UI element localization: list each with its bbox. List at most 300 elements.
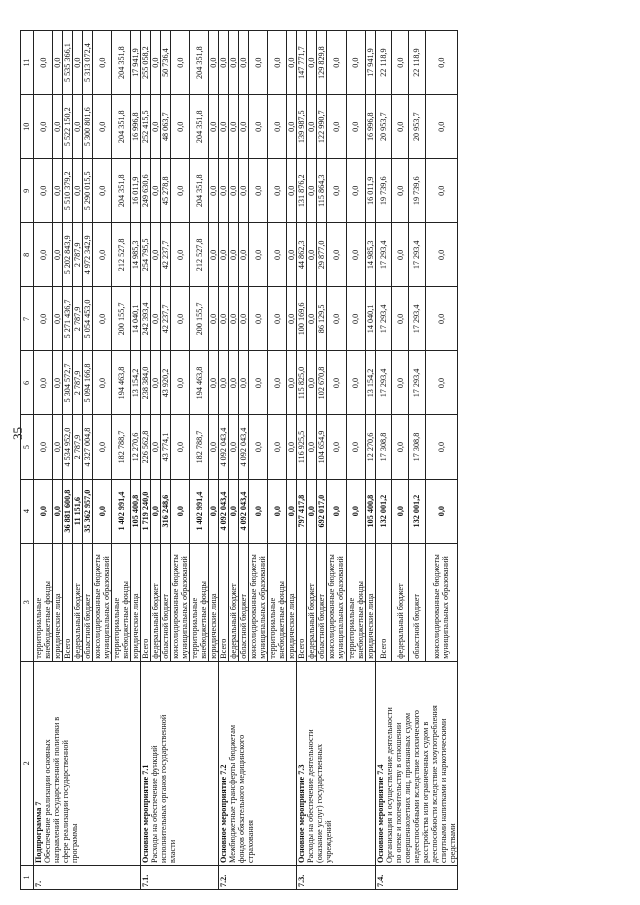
- column-header: 10: [21, 95, 34, 159]
- year-value: 0,0: [53, 223, 63, 287]
- section-name: [297, 661, 375, 865]
- funding-source: консолидированные бюджеты муниципальных образований: [425, 543, 457, 661]
- year-value: 0,0: [219, 31, 229, 95]
- year-value: 204 351,8: [112, 31, 131, 95]
- total-value: 36 881 600,8: [63, 479, 73, 543]
- year-value: 0,0: [34, 287, 53, 351]
- total-value: 0,0: [53, 479, 63, 543]
- year-value: 0,0: [392, 159, 409, 223]
- year-value: 86 129,5: [317, 287, 327, 351]
- funding-source: областной бюджет: [409, 543, 426, 661]
- year-value: 17 308,8: [409, 415, 426, 479]
- table-row: [34, 31, 53, 890]
- year-value: 0,0: [327, 351, 346, 415]
- year-value: 0,0: [73, 95, 83, 159]
- total-value: 0,0: [209, 479, 219, 543]
- page-number: 35: [10, 427, 25, 440]
- total-value: 797 417,8: [297, 479, 307, 543]
- year-value: 254 795,5: [141, 223, 151, 287]
- year-value: 204 351,8: [190, 159, 209, 223]
- header-row: [21, 31, 34, 890]
- section-name-line: учреждений: [324, 820, 334, 863]
- funding-source: юридические лица: [131, 543, 141, 661]
- total-value: 0,0: [229, 479, 239, 543]
- year-value: 0,0: [425, 95, 457, 159]
- year-value: 104 654,9: [317, 415, 327, 479]
- section-name-line: (оказание услуг) государственных: [315, 743, 325, 863]
- year-value: 0,0: [425, 159, 457, 223]
- year-value: 5 202 843,9: [63, 223, 73, 287]
- year-value: 0,0: [346, 415, 365, 479]
- section-name-line: страхования: [246, 820, 256, 863]
- year-value: 0,0: [327, 415, 346, 479]
- column-header: 2: [21, 661, 34, 865]
- funding-source: консолидированные бюджеты муниципальных образований: [93, 543, 112, 661]
- year-value: 0,0: [307, 159, 317, 223]
- funding-source: территориальные внебюджетные фонды: [34, 543, 53, 661]
- year-value: 42 237,7: [161, 287, 171, 351]
- total-value: 105 400,8: [365, 479, 375, 543]
- funding-source: федеральный бюджет: [392, 543, 409, 661]
- year-value: 0,0: [229, 95, 239, 159]
- year-value: 2 787,9: [73, 287, 83, 351]
- column-header: 4: [21, 479, 34, 543]
- year-value: 0,0: [93, 287, 112, 351]
- table-body: [34, 31, 458, 890]
- year-value: 0,0: [34, 351, 53, 415]
- year-value: 29 877,0: [317, 223, 327, 287]
- year-value: 17 293,4: [409, 351, 426, 415]
- funding-source: федеральный бюджет: [73, 543, 83, 661]
- total-value: 132 001,2: [375, 479, 392, 543]
- year-value: 0,0: [307, 287, 317, 351]
- total-value: 0,0: [392, 479, 409, 543]
- section-name-line: Организация и осуществление деятельности: [384, 707, 394, 863]
- year-value: 0,0: [93, 95, 112, 159]
- year-value: 17 941,9: [131, 31, 141, 95]
- year-value: 0,0: [249, 159, 268, 223]
- year-value: 0,0: [151, 31, 161, 95]
- year-value: 0,0: [425, 223, 457, 287]
- funding-source: Всего: [219, 543, 229, 661]
- column-header: 7: [21, 287, 34, 351]
- year-value: 0,0: [239, 287, 249, 351]
- year-value: 0,0: [229, 223, 239, 287]
- section-name-line: сфере реализации государственной: [61, 740, 71, 863]
- year-value: 0,0: [268, 159, 287, 223]
- year-value: 50 736,4: [161, 31, 171, 95]
- year-value: 0,0: [93, 159, 112, 223]
- year-value: 0,0: [171, 95, 190, 159]
- funding-source: территориальные внебюджетные фонды: [190, 543, 209, 661]
- year-value: 0,0: [73, 31, 83, 95]
- section-name-line: программы: [70, 823, 80, 863]
- funding-source: территориальные внебюджетные фонды: [346, 543, 365, 661]
- year-value: 14 040,1: [365, 287, 375, 351]
- year-value: 17 308,8: [375, 415, 392, 479]
- year-value: 182 788,7: [112, 415, 131, 479]
- year-value: 20 953,7: [409, 95, 426, 159]
- year-value: 0,0: [425, 287, 457, 351]
- year-value: 139 987,5: [297, 95, 307, 159]
- total-value: 0,0: [287, 479, 297, 543]
- year-value: 0,0: [346, 351, 365, 415]
- total-value: 0,0: [171, 479, 190, 543]
- section-name-line: Расходы на обеспечение функций: [150, 745, 160, 863]
- year-value: 0,0: [346, 287, 365, 351]
- year-value: 0,0: [219, 351, 229, 415]
- year-value: 0,0: [425, 31, 457, 95]
- year-value: 0,0: [34, 223, 53, 287]
- funding-source: федеральный бюджет: [307, 543, 317, 661]
- rotated-table-container: [20, 30, 620, 890]
- year-value: 131 876,2: [297, 159, 307, 223]
- funding-source: юридические лица: [53, 543, 63, 661]
- section-name: [375, 661, 457, 865]
- total-value: 0,0: [93, 479, 112, 543]
- year-value: 200 155,7: [112, 287, 131, 351]
- funding-source: Всего: [297, 543, 307, 661]
- year-value: 0,0: [327, 159, 346, 223]
- year-value: 0,0: [219, 287, 229, 351]
- funding-source: областной бюджет: [317, 543, 327, 661]
- column-header: 8: [21, 223, 34, 287]
- year-value: 5 313 072,4: [83, 31, 93, 95]
- year-value: 0,0: [209, 95, 219, 159]
- section-id: 7.1.: [141, 865, 219, 889]
- year-value: 0,0: [392, 31, 409, 95]
- year-value: 12 270,6: [131, 415, 141, 479]
- year-value: 0,0: [392, 351, 409, 415]
- section-name-line: спиртными напитками и наркотическими: [438, 718, 448, 863]
- year-value: 0,0: [151, 159, 161, 223]
- total-value: 0,0: [34, 479, 53, 543]
- year-value: 22 118,9: [409, 31, 426, 95]
- budget-table: [20, 30, 458, 890]
- funding-source: консолидированные бюджеты муниципальных образований: [171, 543, 190, 661]
- section-name-line: Межбюджетные трансферты бюджетам: [228, 724, 238, 863]
- year-value: 0,0: [287, 287, 297, 351]
- year-value: 0,0: [268, 31, 287, 95]
- year-value: 0,0: [287, 223, 297, 287]
- year-value: 0,0: [268, 95, 287, 159]
- year-value: 0,0: [171, 287, 190, 351]
- column-header: 5: [21, 415, 34, 479]
- year-value: 14 985,3: [131, 223, 141, 287]
- year-value: 4 972 342,9: [83, 223, 93, 287]
- year-value: 0,0: [287, 31, 297, 95]
- column-header: 9: [21, 159, 34, 223]
- year-value: 0,0: [425, 351, 457, 415]
- year-value: 13 154,2: [365, 351, 375, 415]
- year-value: 0,0: [268, 223, 287, 287]
- year-value: 0,0: [307, 95, 317, 159]
- section-name: [219, 661, 297, 865]
- year-value: 16 011,9: [365, 159, 375, 223]
- year-value: 20 953,7: [375, 95, 392, 159]
- total-value: 4 092 043,4: [239, 479, 249, 543]
- year-value: 194 463,8: [190, 351, 209, 415]
- year-value: 0,0: [53, 415, 63, 479]
- section-name-line: Обеспечение реализации основных: [43, 739, 53, 863]
- year-value: 0,0: [229, 159, 239, 223]
- section-id: 7.: [34, 865, 141, 889]
- year-value: 182 788,7: [190, 415, 209, 479]
- funding-source: консолидированные бюджеты муниципальных образований: [327, 543, 346, 661]
- column-header: 6: [21, 351, 34, 415]
- year-value: 0,0: [249, 223, 268, 287]
- year-value: 0,0: [268, 351, 287, 415]
- year-value: 0,0: [287, 415, 297, 479]
- year-value: 12 270,6: [365, 415, 375, 479]
- total-value: 0,0: [151, 479, 161, 543]
- year-value: 129 829,8: [317, 31, 327, 95]
- section-name-line: исполнительных органов государственной: [159, 714, 169, 863]
- year-value: 2 787,9: [73, 351, 83, 415]
- total-value: 0,0: [327, 479, 346, 543]
- year-value: 204 351,8: [190, 95, 209, 159]
- year-value: 2 787,9: [73, 415, 83, 479]
- year-value: 100 169,6: [297, 287, 307, 351]
- funding-source: Всего: [141, 543, 151, 661]
- year-value: 0,0: [307, 31, 317, 95]
- year-value: 0,0: [93, 223, 112, 287]
- year-value: 0,0: [327, 223, 346, 287]
- year-value: 14 040,1: [131, 287, 141, 351]
- section-name-line: совершеннолетних лиц, признанных судом: [402, 712, 412, 863]
- year-value: 0,0: [151, 351, 161, 415]
- section-name-line: власти: [168, 839, 178, 863]
- year-value: 16 996,8: [365, 95, 375, 159]
- year-value: 115 825,0: [297, 351, 307, 415]
- year-value: 0,0: [229, 415, 239, 479]
- total-value: 35 362 957,0: [83, 479, 93, 543]
- year-value: 0,0: [219, 95, 229, 159]
- year-value: 2 787,9: [73, 223, 83, 287]
- total-value: 0,0: [425, 479, 457, 543]
- year-value: 0,0: [249, 95, 268, 159]
- year-value: 249 630,6: [141, 159, 151, 223]
- funding-source: юридические лица: [209, 543, 219, 661]
- year-value: 0,0: [34, 159, 53, 223]
- total-value: 132 001,2: [409, 479, 426, 543]
- year-value: 0,0: [239, 351, 249, 415]
- year-value: 242 393,4: [141, 287, 151, 351]
- funding-source: юридические лица: [365, 543, 375, 661]
- year-value: 0,0: [239, 159, 249, 223]
- year-value: 44 862,3: [297, 223, 307, 287]
- year-value: 116 925,5: [297, 415, 307, 479]
- year-value: 0,0: [34, 31, 53, 95]
- year-value: 19 739,6: [409, 159, 426, 223]
- year-value: 0,0: [151, 95, 161, 159]
- year-value: 43 774,1: [161, 415, 171, 479]
- year-value: 0,0: [171, 415, 190, 479]
- year-value: 0,0: [287, 351, 297, 415]
- year-value: 43 920,2: [161, 351, 171, 415]
- funding-source: территориальные внебюджетные фонды: [112, 543, 131, 661]
- section-name-line: направлений государственной политики в: [52, 716, 62, 863]
- year-value: 115 864,3: [317, 159, 327, 223]
- year-value: 0,0: [346, 31, 365, 95]
- total-value: 692 017,0: [317, 479, 327, 543]
- section-id: 7.3.: [297, 865, 375, 889]
- funding-source: областной бюджет: [83, 543, 93, 661]
- table-row: [297, 31, 307, 890]
- total-value: 0,0: [346, 479, 365, 543]
- year-value: 0,0: [53, 287, 63, 351]
- column-header: 3: [21, 543, 34, 661]
- year-value: 200 155,7: [190, 287, 209, 351]
- section-name-line: дееспособности вследствие злоупотребления: [429, 705, 439, 863]
- section-name: [141, 661, 219, 865]
- year-value: 0,0: [209, 351, 219, 415]
- year-value: 194 463,8: [112, 351, 131, 415]
- year-value: 212 527,8: [190, 223, 209, 287]
- year-value: 0,0: [171, 31, 190, 95]
- year-value: 0,0: [151, 287, 161, 351]
- year-value: 0,0: [327, 287, 346, 351]
- total-value: 105 400,8: [131, 479, 141, 543]
- year-value: 17 293,4: [375, 287, 392, 351]
- year-value: 5 054 453,0: [83, 287, 93, 351]
- table-header: [21, 31, 34, 890]
- year-value: 4 092 043,4: [219, 415, 229, 479]
- year-value: 0,0: [229, 31, 239, 95]
- year-value: 5 535 366,1: [63, 31, 73, 95]
- year-value: 0,0: [93, 31, 112, 95]
- column-header: 1: [21, 865, 34, 889]
- year-value: 16 996,8: [131, 95, 141, 159]
- year-value: 0,0: [151, 415, 161, 479]
- funding-source: областной бюджет: [239, 543, 249, 661]
- section-name-line: Основное мероприятие 7.2: [219, 764, 229, 863]
- year-value: 17 293,4: [409, 287, 426, 351]
- year-value: 0,0: [327, 95, 346, 159]
- year-value: 5 300 801,6: [83, 95, 93, 159]
- year-value: 5 290 015,5: [83, 159, 93, 223]
- year-value: 122 990,7: [317, 95, 327, 159]
- year-value: 0,0: [219, 159, 229, 223]
- year-value: 0,0: [53, 95, 63, 159]
- year-value: 204 351,8: [112, 159, 131, 223]
- year-value: 17 293,4: [409, 223, 426, 287]
- year-value: 0,0: [34, 95, 53, 159]
- total-value: 11 151,6: [73, 479, 83, 543]
- year-value: 5 094 166,8: [83, 351, 93, 415]
- section-name-line: недееспособными вследствие психического: [411, 710, 421, 863]
- funding-source: юридические лица: [287, 543, 297, 661]
- year-value: 0,0: [151, 223, 161, 287]
- section-name-line: Основное мероприятие 7.1: [141, 764, 151, 863]
- year-value: 0,0: [327, 31, 346, 95]
- year-value: 0,0: [93, 351, 112, 415]
- section-name-line: фондов обязательного медицинского: [237, 734, 247, 863]
- total-value: 1 402 991,4: [112, 479, 131, 543]
- year-value: 13 154,2: [131, 351, 141, 415]
- year-value: 0,0: [209, 415, 219, 479]
- year-value: 0,0: [73, 159, 83, 223]
- funding-source: Всего: [375, 543, 392, 661]
- year-value: 252 415,5: [141, 95, 151, 159]
- funding-source: Всего: [63, 543, 73, 661]
- year-value: 16 011,9: [131, 159, 141, 223]
- total-value: 0,0: [249, 479, 268, 543]
- year-value: 5 304 572,7: [63, 351, 73, 415]
- year-value: 0,0: [425, 415, 457, 479]
- year-value: 4 327 004,8: [83, 415, 93, 479]
- year-value: 45 278,8: [161, 159, 171, 223]
- year-value: 0,0: [346, 95, 365, 159]
- year-value: 0,0: [392, 287, 409, 351]
- year-value: 0,0: [287, 159, 297, 223]
- year-value: 0,0: [171, 223, 190, 287]
- year-value: 0,0: [268, 415, 287, 479]
- section-name: [34, 661, 141, 865]
- year-value: 0,0: [239, 95, 249, 159]
- year-value: 0,0: [34, 415, 53, 479]
- funding-source: консолидированные бюджеты муниципальных образований: [249, 543, 268, 661]
- section-name-line: Основное мероприятие 7.4: [375, 764, 385, 863]
- year-value: 238 384,0: [141, 351, 151, 415]
- total-value: 1 719 240,0: [141, 479, 151, 543]
- year-value: 0,0: [346, 223, 365, 287]
- year-value: 19 739,6: [375, 159, 392, 223]
- section-name-line: Основное мероприятие 7.3: [297, 764, 307, 863]
- year-value: 0,0: [239, 31, 249, 95]
- total-value: 4 092 043,4: [219, 479, 229, 543]
- year-value: 0,0: [239, 223, 249, 287]
- funding-source: территориальные внебюджетные фонды: [268, 543, 287, 661]
- year-value: 42 237,7: [161, 223, 171, 287]
- section-name-line: расстройства или ограниченных судом в: [420, 721, 430, 863]
- column-header: 11: [21, 31, 34, 95]
- section-name-line: по опеке и попечительству в отношении: [393, 722, 403, 863]
- year-value: 0,0: [307, 351, 317, 415]
- year-value: 0,0: [53, 351, 63, 415]
- year-value: 147 771,7: [297, 31, 307, 95]
- year-value: 0,0: [209, 159, 219, 223]
- year-value: 0,0: [209, 31, 219, 95]
- year-value: 255 058,2: [141, 31, 151, 95]
- year-value: 5 510 379,2: [63, 159, 73, 223]
- year-value: 0,0: [53, 31, 63, 95]
- year-value: 4 534 952,0: [63, 415, 73, 479]
- year-value: 0,0: [219, 223, 229, 287]
- year-value: 17 293,4: [375, 351, 392, 415]
- year-value: 17 293,4: [375, 223, 392, 287]
- funding-source: федеральный бюджет: [229, 543, 239, 661]
- year-value: 0,0: [249, 287, 268, 351]
- year-value: 0,0: [268, 287, 287, 351]
- year-value: 0,0: [287, 95, 297, 159]
- total-value: 0,0: [268, 479, 287, 543]
- year-value: 204 351,8: [112, 95, 131, 159]
- year-value: 204 351,8: [190, 31, 209, 95]
- table-row: [375, 31, 392, 890]
- section-name-line: Подпрограмма 7: [34, 801, 43, 863]
- year-value: 14 985,3: [365, 223, 375, 287]
- table-row: [219, 31, 229, 890]
- year-value: 17 941,9: [365, 31, 375, 95]
- total-value: 0,0: [307, 479, 317, 543]
- year-value: 0,0: [171, 159, 190, 223]
- table-row: [141, 31, 151, 890]
- funding-source: федеральный бюджет: [151, 543, 161, 661]
- year-value: 0,0: [392, 223, 409, 287]
- year-value: 0,0: [229, 287, 239, 351]
- year-value: 0,0: [346, 159, 365, 223]
